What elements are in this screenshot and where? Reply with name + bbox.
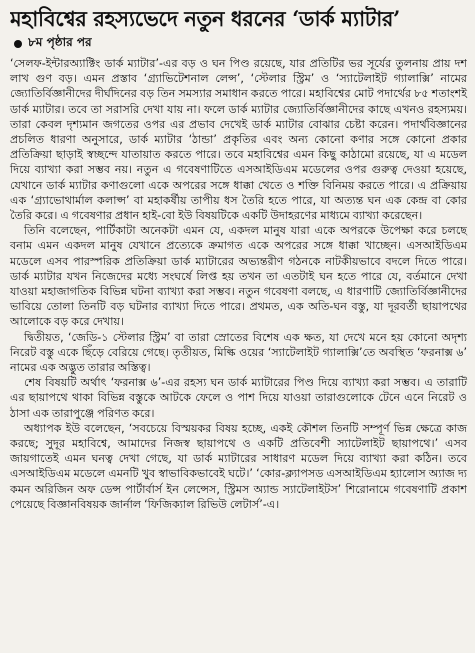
- continued-from-label: ৮ম পৃষ্ঠার পর: [28, 35, 92, 49]
- bullet-icon: [14, 40, 22, 48]
- article-paragraph-2: তিনি বলেছেন, পার্টিকাটা অনেকটা এমন যে, একদল মানুষ যারা একে অপরকে উপেক্ষা করে চলছে বনাম এমন একদল মানুষ যেখানে প্রত্যেকে ক্রমাগত একে অপরের সঙ্গে ধাক্কা খাচ্ছেন। এসআইডিএম মডেলে এসব পারস্পরিক প্রতিক্রিয়া ডার্ক ম্যাটারের অভ্যন্তরীণ গঠনকে নাটকীয়ভাবে বদলে দিতে পারে। ডার্ক ম্যাটার যখন নিজেদের মধ্যে সংঘর্ষে লিপ্ত হয় তখন তা এতটাই ঘন হতে পারে যে, বর্তমানে দেখা যাওয়া মহাজাগতিক বিভিন্ন ঘটনা ব্যাখ্যা করা সম্ভব। নতুন গবেষণা বলছে, এ ধারণাটি জ্যোতির্বিজ্ঞানীদের ভাবিয়ে তোলা তিনটি বড় ঘটনার ব্যাখ্যা দিতে পারে। প্রথমত, এক অতি-ঘন বস্তু, যা দূরবর্তী ছায়াপথের আলোকে বড় করে দেখায়।: [10, 224, 467, 329]
- article-paragraph-1: ‘সেলফ-ইন্টারঅ্যাক্টিং ডার্ক ম্যাটার’-এর বড় ও ঘন পিণ্ড রয়েছে, যার প্রতিটির ভর সূর্যের তুলনায় প্রায় দশ লাখ গুণ বড়। এমন প্রস্তাব ‘গ্র্যাভিটেশনাল লেন্স’, ‘স্টেলার স্ট্রিম’ ও ‘স্যাটেলাইট গ্যালাক্সি’ নামের জ্যোতির্বিজ্ঞানীদের দীর্ঘদিনের বড় তিন সমস্যার সমাধান করতে পারে। মহাবিশ্বের মোট পদার্থের ৮৫ শতাংশই ডার্ক ম্যাটার। তবে তা সরাসরি দেখা যায় না। ফলে ডার্ক ম্যাটার জ্যোতির্বিজ্ঞানীদের কাছে এখনও রহস্যময়। তারা কেবল দৃশ্যমান জগতের ওপর এর প্রভাব দেখেই ডার্ক ম্যাটার বোঝার চেষ্টা করেন। পদার্থবিজ্ঞানের প্রচলিত ধারণা অনুসারে, ডার্ক ম্যাটার ‘ঠান্ডা’ প্রকৃতির এবং অন্য কোনো কণার সঙ্গে কোনো প্রকার প্রতিক্রিয়া ছাড়াই স্বচ্ছন্দে যাতায়াত করতে পারে। তবে মহাবিশ্বের এমন কিছু কাঠামো রয়েছে, যা এ মডেল দিয়ে ব্যাখ্যা করা সম্ভব নয়। নতুন এ গবেষণাটিতে এসআইডিএম মডেলের ওপর গুরুত্ব দেওয়া হয়েছে, যেখানে ডার্ক ম্যাটার কণাগুলো একে অপরের সঙ্গে ধাক্কা খেতে ও শক্তি বিনিময় করতে পারে। এ প্রক্রিয়ায় এক ‘গ্র্যাভোথার্মাল কলাপ্স’ বা মহাকর্ষীয় তাপীয় ধস তৈরি হতে পারে, যা অত্যন্ত ঘন এক কেন্দ্র বা কোর তৈরি করে। এ গবেষণার প্রধান হাই-বো ইউ বিষয়টিকে একটি উদাহরণের মাধ্যমে ব্যাখ্যা করেছেন।: [10, 57, 467, 223]
- continued-marker: [14, 34, 467, 54]
- article-paragraph-4: শেষ বিষয়টি অর্থাৎ ‘ফরনাক্স ৬’-এর রহস্য ঘন ডার্ক ম্যাটারের পিণ্ড দিয়ে ব্যাখ্যা করা সম্ভব। এ তারাটি এর ছায়াপথে থাকা বিভিন্ন বস্তুকে আটকে ফেলে ও পাশ দিয়ে যাওয়া তারাগুলোকে টেনে এনে নিরেট ও ঠাসা এক তারাপুঞ্জে পরিণত করে।: [10, 376, 467, 420]
- article-paragraph-3: দ্বিতীয়ত, ‘জেডি-১ স্টেলার স্ট্রিম’ বা তারা স্রোতের বিশেষ এক ক্ষত, যা দেখে মনে হয় কোনো অদৃশ্য নিরেট বস্তু একে ছিঁড়ে বেরিয়ে গেছে। তৃতীয়ত, মিল্কি ওয়ের ‘স্যাটেলাইট গ্যালাক্সি’তে অবস্থিত ‘ফরনাক্স ৬’ নামের এক অদ্ভুত তারার অস্তিত্ব।: [10, 330, 467, 375]
- article-paragraph-5: অধ্যাপক ইউ বলেছেন, ‘সবচেয়ে বিস্ময়কর বিষয় হচ্ছে, একই কৌশল তিনটি সম্পূর্ণ ভিন্ন ক্ষেত্রে কাজ করছে; সুদূর মহাবিশ্বে, আমাদের নিজস্ব ছায়াপথে ও একটি প্রতিবেশী স্যাটেলাইট ছায়াপথে।’ এসব জায়গাতেই এমন ঘনত্ব দেখা গেছে, যা ডার্ক ম্যাটারের সাধারণ মডেল দিয়ে ব্যাখ্যা করা কঠিন। তবে এসআইডিএম মডেলে এমনটি খুব স্বাভাবিকভাবেই ঘটে।’ ‘কোর-ক্ল্যাপসড এসআইডিএম হ্যালোস অ্যাজ দ্য কমন অরিজিন অফ ডেন্স পার্টার্বার্স ইন লেন্সেস, স্ট্রিমস অ্যান্ড স্যাটেলাইটস’ শিরোনামে গবেষণাটি প্রকাশ পেয়েছে বিজ্ঞানবিষয়ক জার্নাল ‘ফিজিক্যাল রিভিউ লেটার্স’-এ।: [10, 421, 467, 511]
- article-headline: মহাবিশ্বের রহস্যভেদে নতুন ধরনের ‘ডার্ক ম্যাটার’: [10, 6, 400, 31]
